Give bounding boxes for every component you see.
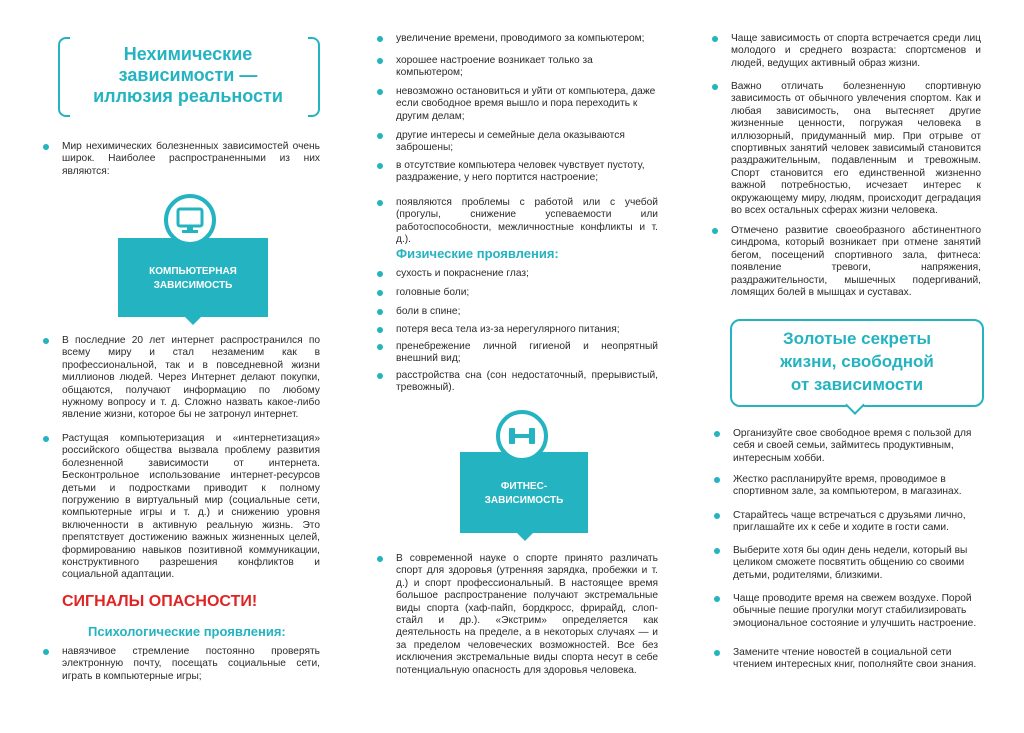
phys-heading: Физические проявления: bbox=[396, 246, 559, 261]
psych-item-2: хорошее настроение возникает только за компьютером; bbox=[396, 55, 658, 80]
tip-4: Чаще проводите время на свежем воздухе. Порой обычные пешие прогулки могут стабилизировать эмоциональное состояние и улучшить настроение. bbox=[733, 593, 981, 630]
psych-item-6: появляются проблемы с работой или с учебой (прогулы, снижение успеваемости или работоспособности, межличностные конфликты и т. д.). bbox=[396, 197, 658, 246]
psych-item-0: навязчивое стремление постоянно проверять электронную почту, посещать социальные сети, играть в компьютерные игры; bbox=[62, 646, 320, 682]
fitness-paragraph: В современной науке о спорте принято различать спорт для здоровья (утренняя зарядка, пробежки и т. д.) и спорт профессиональный. В настоящее время большое распространение получают экстремальные виды спорта (хаф-пайп, бордкросс, фрирайд, слоп-стайл и др.). «Экстрим» определяется как деятельность на пределе, а в некоторых случаях — и за пределом человеческих возможностей. Все без исключения экстремальные виды спорта несут в себе потенциальную опасность для здоровья человека. bbox=[396, 553, 658, 676]
box-notch-2 bbox=[517, 533, 533, 541]
monitor-icon-circle bbox=[164, 194, 216, 246]
page-title: Нехимические зависимости — иллюзия реальности bbox=[93, 44, 283, 106]
signals-heading: СИГНАЛЫ ОПАСНОСТИ! bbox=[62, 593, 258, 610]
golden-secrets-box bbox=[730, 319, 984, 407]
psych-heading: Психологические проявления: bbox=[88, 624, 286, 639]
computer-box-label: КОМПЬЮТЕРНАЯ ЗАВИСИМОСТЬ bbox=[149, 266, 237, 291]
dumbbell-icon bbox=[500, 414, 544, 458]
phys-item-0: сухость и покраснение глаз; bbox=[396, 268, 658, 280]
phys-item-2: боли в спине; bbox=[396, 306, 658, 318]
tip-2: Старайтесь чаще встречаться с друзьями лично, приглашайте их к себе и ходите в гости сами. bbox=[733, 510, 981, 535]
box-notch bbox=[185, 317, 201, 325]
brace-right-1 bbox=[308, 37, 320, 117]
phys-item-4: пренебрежение личной гигиеной и неопрятный внешний вид; bbox=[396, 341, 658, 365]
computer-addiction-box bbox=[118, 238, 268, 317]
phys-item-3: потеря веса тела из-за нерегулярного питания; bbox=[396, 324, 658, 336]
intro-text: Мир нехимических болезненных зависимостей очень широк. Наиболее распространенными из них являются: bbox=[62, 141, 320, 177]
internetization-paragraph: Растущая компьютеризация и «интернетизация» российского общества вызвала проблему развития болезненной зависимости от интернета. Бесконтрольное использование интернет-ресурсов детьми и подростками приводит к полному погружению в виртуальный мир (социальные сети, компьютерные игры и т. д.) и снижению уровня включенности в активную реальную жизнь. Это препятствует достижению важных жизненных целей, формированию навыков позитивной коммуникации, конструктивного разрешения конфликтов и социальной адаптации. bbox=[62, 433, 320, 581]
tip-5: Замените чтение новостей в социальной сети чтением интересных книг, пополняйте свои знания. bbox=[733, 647, 981, 672]
tip-1: Жестко распланируйте время, проводимое в спортивном зале, за компьютером, в магазинах. bbox=[733, 474, 981, 499]
phys-item-1: головные боли; bbox=[396, 287, 658, 299]
psych-item-5: в отсутствие компьютера человек чувствует пустоту, раздражение, у него портится настроение; bbox=[396, 160, 658, 185]
fitness-addiction-box bbox=[460, 452, 588, 533]
abstinence-paragraph: Отмечено развитие своеобразного абстинентного синдрома, который возникает при отмене занятий бегом, посещений спортивного зала, фитнеса: появление тревоги, напряжения, раздражительности, мышечных подергиваний, ломящих болей в мышцах и суставах. bbox=[731, 225, 981, 299]
sport-age-paragraph: Чаще зависимость от спорта встречается среди лиц молодого и среднего возраста: спортсменов и людей, ведущих активный образ жизни. bbox=[731, 33, 981, 69]
tip-3: Выберите хотя бы один день недели, который вы целиком сможете посвятить общению со своими детьми, родителями, близкими. bbox=[733, 545, 981, 582]
brace-left-1 bbox=[58, 37, 70, 117]
phys-item-5: расстройства сна (сон недостаточный, прерывистый, тревожный). bbox=[396, 370, 658, 394]
psych-item-3: невозможно остановиться и уйти от компьютера, даже если свободное время вышло и пора переходить к другим делам; bbox=[396, 86, 658, 123]
sport-distinction-paragraph: Важно отличать болезненную спортивную зависимость от обычного увлечения спортом. Как и любая зависимость, она вытесняет другие жизненные ценности, погружая человека в иллюзорный, придуманный мир. При отрыве от спортивных занятий человек зависимый становится раздражительным, подавленным и тревожным. Спорт становится его единственной жизненно важной потребностью, исчезает интерес к окружающему миру, людям, происходит деградация во всех остальных сферах жизни человека. bbox=[731, 81, 981, 217]
internet-paragraph: В последние 20 лет интернет распространился по всему миру и стал незаменим как в профессиональной, так и в повседневной жизни миллионов людей. Через Интернет делают покупки, общаются, получают информацию по любому нужному вопросу и т. д. Сложно назвать какое-либо явление жизни, которое бы не затронул интернет. bbox=[62, 335, 320, 421]
golden-secrets-title: Золотые секреты жизни, свободной от зависимости bbox=[780, 329, 934, 394]
psych-item-1: увеличение времени, проводимого за компьютером; bbox=[396, 33, 658, 45]
dumbbell-icon-circle bbox=[496, 410, 548, 462]
tip-0: Организуйте свое свободное время с пользой для себя и своей семьи, займитесь продуктивным, интересным хобби. bbox=[733, 428, 981, 465]
monitor-icon bbox=[168, 198, 212, 242]
psych-item-4: другие интересы и семейные дела оказываются заброшены; bbox=[396, 130, 658, 155]
fitness-box-label: ФИТНЕС- ЗАВИСИМОСТЬ bbox=[484, 481, 564, 506]
